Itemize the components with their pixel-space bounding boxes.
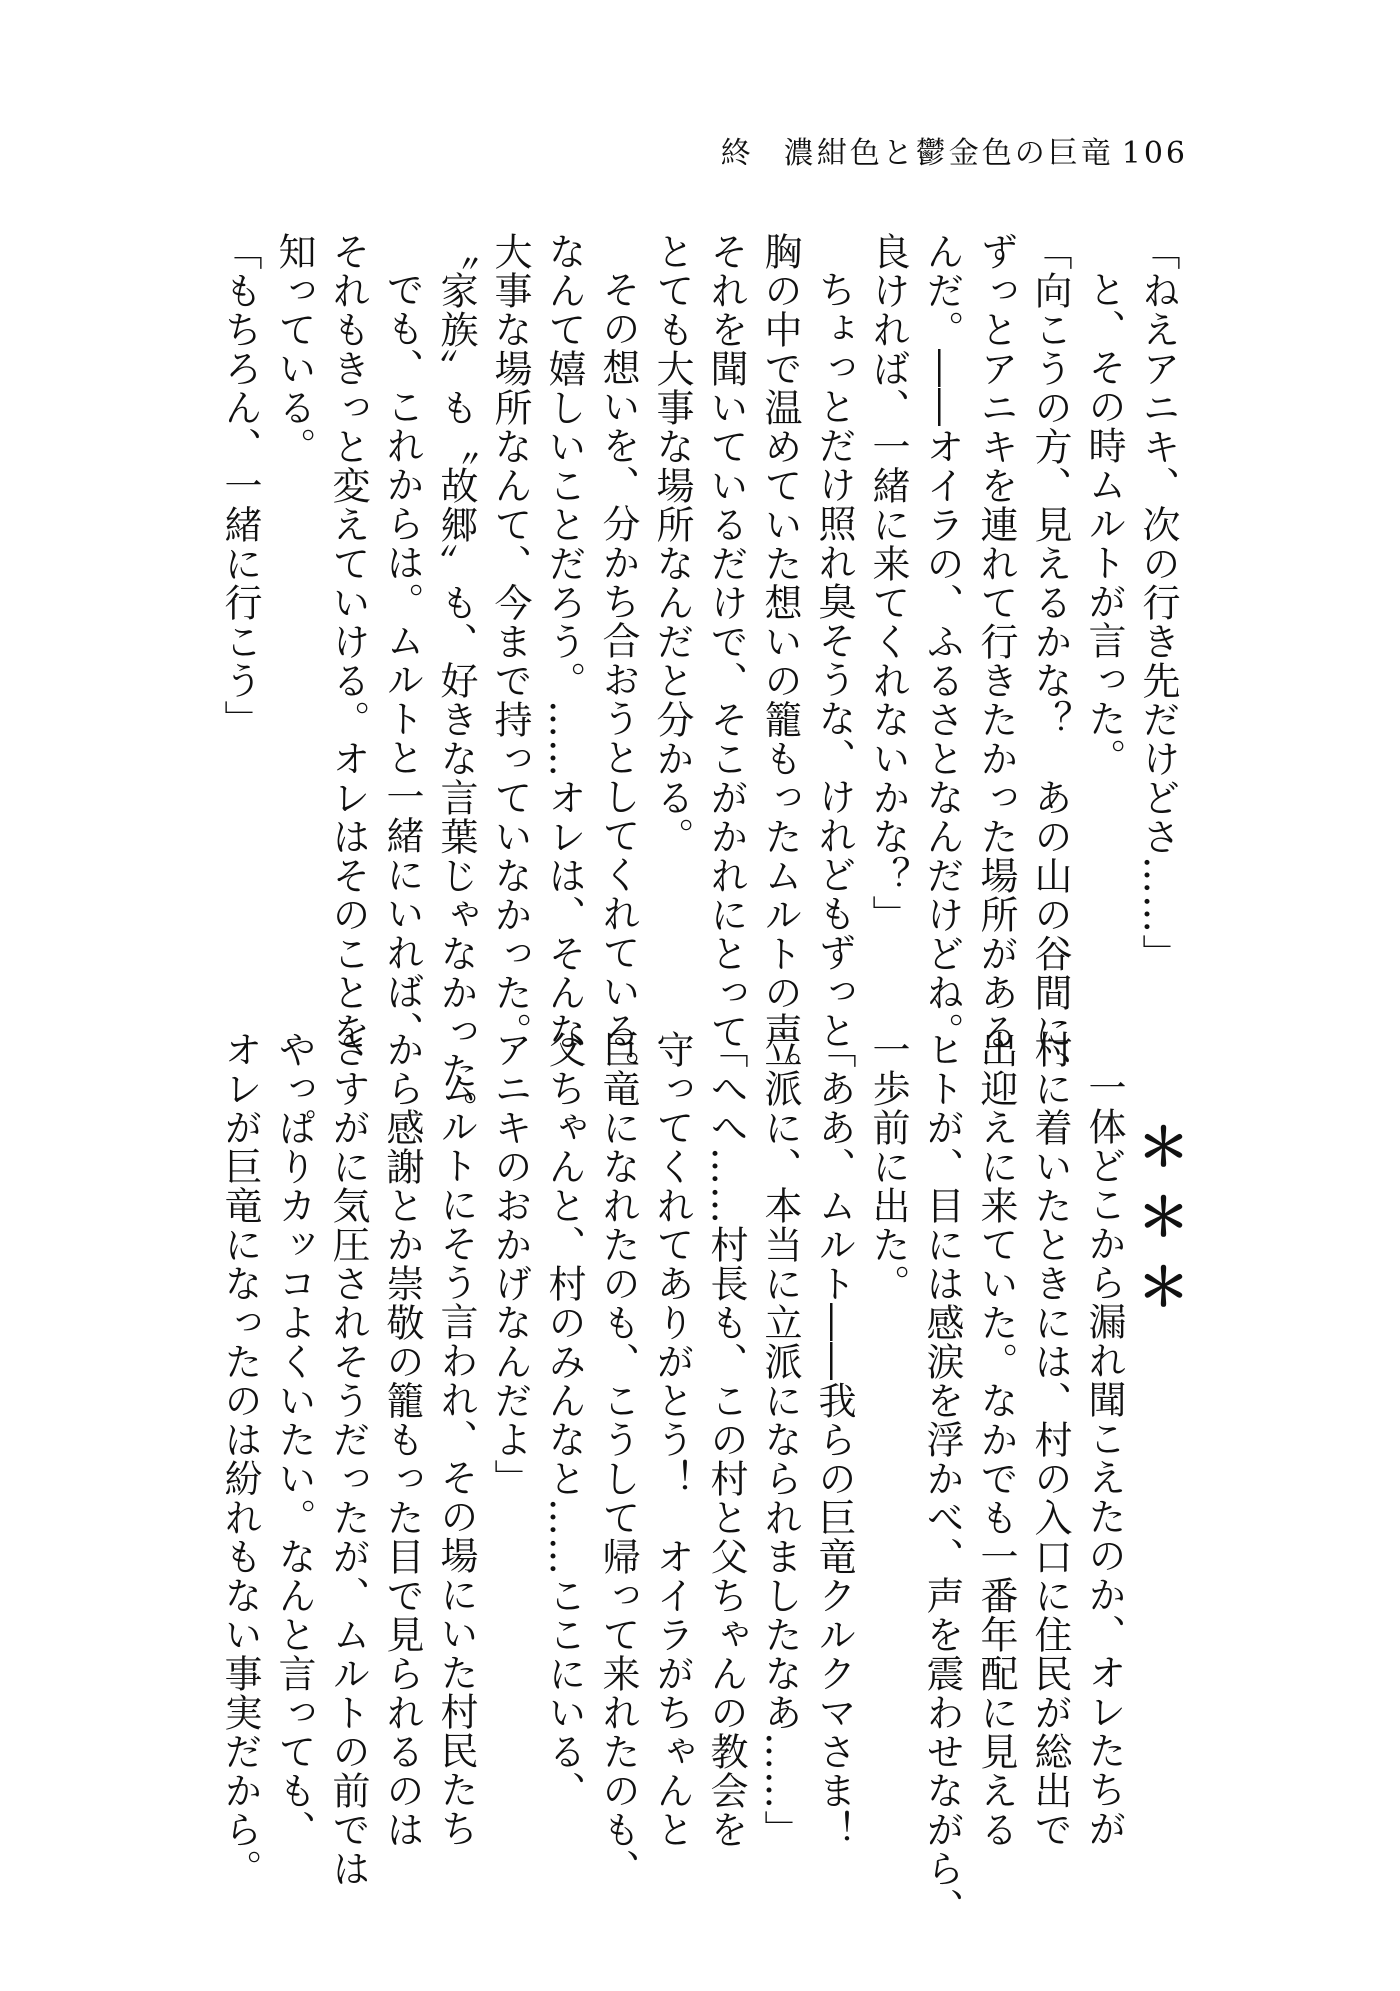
page-header	[721, 128, 1188, 172]
text-line: やっぱりカッコよくいたい。なんと言っても、	[272, 1030, 316, 1849]
text-line: 「向こうの方、見えるかな？ あの山の谷間に、	[1028, 232, 1072, 1090]
body-text-top	[213, 232, 1185, 1129]
body-text-bottom	[213, 1030, 1189, 1927]
text-line: その想いを、分かち合おうとしてくれている。	[596, 270, 640, 1089]
text-line: 胸の中で温めていた想いの籠もったムルトの声。	[758, 232, 802, 1090]
text-line: から感謝とか崇敬の籠もった目で見られるのは	[380, 1030, 424, 1849]
text-line: ムルトにそう言われ、その場にいた村民たち	[434, 1068, 478, 1848]
chapter-title: 濃紺色と鬱金色の巨竜	[783, 136, 1114, 171]
text-line: それもきっと変えていける。オレはそのことを	[326, 232, 370, 1051]
text-line: 〝家族〟も〝故郷〟も、好きな言葉じゃなかった。	[434, 232, 478, 1129]
text-line: なんて嬉しいことだろう。……オレは、そんな	[542, 232, 586, 1051]
text-line: 一歩前に出た。	[866, 1030, 910, 1303]
text-line: でも、これからは。ムルトと一緒にいれば、	[380, 270, 424, 1050]
text-line: さすがに気圧されそうだったが、ムルトの前では	[326, 1030, 370, 1888]
text-line: と、その時ムルトが言った。	[1082, 270, 1126, 777]
text-line: 立派に、本当に立派になられましたなあ……」	[758, 1030, 802, 1849]
text-line: とても大事な場所なんだと分かる。	[650, 232, 694, 856]
text-line: ちょっとだけ照れ臭そうな、けれどもずっと	[812, 270, 856, 1050]
text-line: ヒトが、目には感涙を浮かべ、声を震わせながら、	[920, 1030, 964, 1927]
text-line: 「ねえアニキ、次の行き先だけどさ……」	[1136, 232, 1180, 973]
chapter-number: 終	[720, 136, 754, 171]
text-line: 知っている。	[272, 232, 316, 466]
page-number: 106	[1121, 136, 1188, 171]
text-line: 父ちゃんと、村のみんなと……ここにいる、	[542, 1030, 586, 1810]
text-line: ずっとアニキを連れて行きたかった場所がある	[974, 232, 1018, 1051]
scene-separator: ＊＊＊	[1128, 1120, 1189, 1330]
text-line: 「もちろん、一緒に行こう」	[218, 232, 262, 739]
text-line: 良ければ、一緒に来てくれないかな？」	[866, 232, 910, 934]
text-line: それを聞いているだけで、そこがかれにとって	[704, 232, 748, 1051]
text-line: 「ああ、ムルト――我らの巨竜クルクマさま！	[812, 1030, 856, 1849]
text-line: 出迎えに来ていた。なかでも一番年配に見える	[974, 1030, 1018, 1849]
text-line: 大事な場所なんて、今まで持っていなかった。	[488, 232, 532, 1051]
text-line: 「へへ……村長も、この村と父ちゃんの教会を	[704, 1030, 748, 1849]
text-line: アニキのおかげなんだよ」	[488, 1030, 532, 1498]
text-line: 守ってくれてありがとう！ オイラがちゃんと	[650, 1030, 694, 1849]
text-line: オレが巨竜になったのは紛れもない事実だから。	[218, 1030, 262, 1888]
text-line: 村に着いたときには、村の入口に住民が総出で	[1028, 1030, 1072, 1849]
text-line: 一体どこから漏れ聞こえたのか、オレたちが	[1082, 1068, 1126, 1848]
text-line: んだ。――オイラの、ふるさとなんだけどね。	[920, 232, 964, 1051]
text-line: 巨竜になれたのも、こうして帰って来れたのも、	[596, 1030, 640, 1888]
